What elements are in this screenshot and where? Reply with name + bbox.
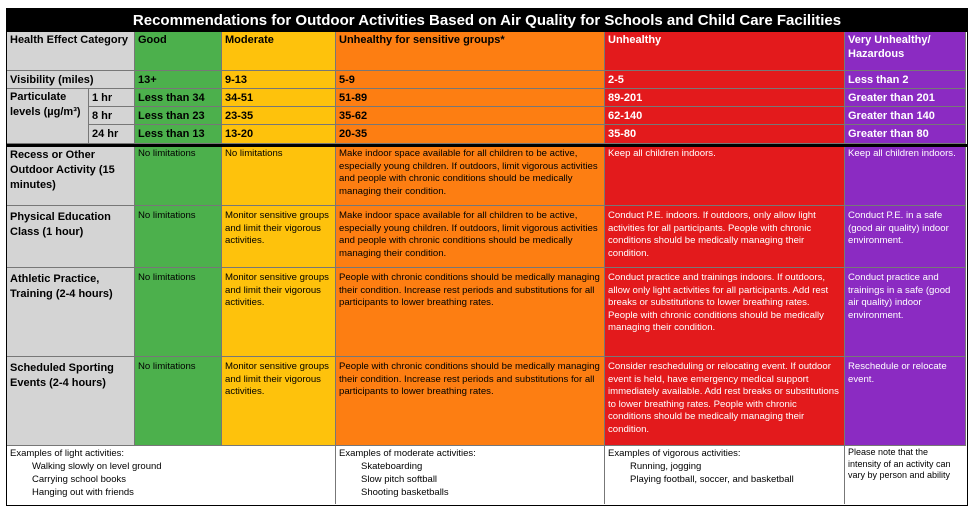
header-category: Health Effect Category [7,32,135,71]
athletic-very-unhealthy: Conduct practice and trainings in a safe (good air quality) indoor environment. [845,268,966,357]
footer-light-item: Carrying school books [32,474,126,485]
pm-8hr-good: Less than 23 [135,107,222,125]
header-unhealthy: Unhealthy [605,32,845,71]
header-usg: Unhealthy for sensitive groups* [336,32,605,71]
footer-vigorous-heading: Examples of vigorous activities: [608,448,741,459]
pm-24hr-unhealthy: 35-80 [605,125,845,144]
footer-moderate-item: Shooting basketballs [361,487,449,498]
activity-pe-label: Physical Education Class (1 hour) [7,206,135,268]
table-title: Recommendations for Outdoor Activities Based on Air Quality for Schools and Child Care Facilities [7,9,967,32]
recess-very-unhealthy: Keep all children indoors. [845,147,966,206]
recess-usg: Make indoor space available for all children to be active, especially young children. If outdoors, limit vigorous activities and people with chronic conditions should be medically managing their condition. [336,147,605,206]
pm-1hr-usg: 51-89 [336,89,605,107]
footer-moderate [336,446,605,504]
sporting-usg: People with chronic conditions should be medically managing their condition. Increase rest periods and substitutions for all participants to lower breathing rates. [336,357,605,446]
recess-moderate: No limitations [222,147,336,206]
footer-light-item: Walking slowly on level ground [32,461,162,472]
sporting-good: No limitations [135,357,222,446]
footer-vigorous-item: Running, jogging [630,461,702,472]
pe-moderate: Monitor sensitive groups and limit their vigorous activities. [222,206,336,268]
period-8hr: 8 hr [89,107,135,125]
footer-vigorous-item: Playing football, soccer, and basketball [630,474,794,485]
period-1hr: 1 hr [89,89,135,107]
activity-recess-label: Recess or Other Outdoor Activity (15 minutes) [7,147,135,206]
visibility-unhealthy: 2-5 [605,71,845,89]
pm-24hr-moderate: 13-20 [222,125,336,144]
footer-moderate-item: Slow pitch softball [361,474,438,485]
footer-moderate-heading: Examples of moderate activities: [339,448,476,459]
pm-8hr-very-unhealthy: Greater than 140 [845,107,966,125]
footer-moderate-item: Skateboarding [361,461,423,472]
pm-1hr-unhealthy: 89-201 [605,89,845,107]
footer-light [7,446,336,504]
sporting-unhealthy: Consider rescheduling or relocating event. If outdoor event is held, have emergency medical support immediately available. Add rest breaks or substitutions to lower breathing rates. People with chronic conditions should be medically managing their condition. [605,357,845,446]
pe-very-unhealthy: Conduct P.E. in a safe (good air quality) indoor environment. [845,206,966,268]
period-24hr: 24 hr [89,125,135,144]
header-moderate: Moderate [222,32,336,71]
sporting-very-unhealthy: Reschedule or relocate event. [845,357,966,446]
visibility-usg: 5-9 [336,71,605,89]
visibility-moderate: 9-13 [222,71,336,89]
pe-good: No limitations [135,206,222,268]
pm-24hr-good: Less than 13 [135,125,222,144]
pm-1hr-very-unhealthy: Greater than 201 [845,89,966,107]
pm-24hr-very-unhealthy: Greater than 80 [845,125,966,144]
footer-vigorous [605,446,845,504]
pe-unhealthy: Conduct P.E. indoors. If outdoors, only allow light activities for all participants. People with chronic conditions should be medically managing their condition. [605,206,845,268]
pe-usg: Make indoor space available for all children to be active, especially young children. If outdoors, limit vigorous activities and people with chronic conditions should be medically managing their condition. [336,206,605,268]
particulate-label: Particulate levels (µg/m³) [7,89,89,144]
pm-8hr-usg: 35-62 [336,107,605,125]
recess-good: No limitations [135,147,222,206]
visibility-good: 13+ [135,71,222,89]
athletic-unhealthy: Conduct practice and trainings indoors. If outdoors, allow only light activities for all participants. Add rest breaks or substitutions to lower breathing rates. People with chronic conditions should be medically managing their condition. [605,268,845,357]
air-quality-table [6,8,968,506]
pm-8hr-unhealthy: 62-140 [605,107,845,125]
pm-24hr-usg: 20-35 [336,125,605,144]
pm-8hr-moderate: 23-35 [222,107,336,125]
visibility-label: Visibility (miles) [7,71,135,89]
visibility-very-unhealthy: Less than 2 [845,71,966,89]
footer-light-item: Hanging out with friends [32,487,134,498]
footer-light-heading: Examples of light activities: [10,448,125,459]
footer-note: Please note that the intensity of an activity can vary by person and ability [845,446,966,504]
athletic-usg: People with chronic conditions should be medically managing their condition. Increase rest periods and substitutions for all participants to lower breathing rates. [336,268,605,357]
activity-sporting-label: Scheduled Sporting Events (2-4 hours) [7,357,135,446]
header-good: Good [135,32,222,71]
activity-athletic-label: Athletic Practice, Training (2-4 hours) [7,268,135,357]
athletic-moderate: Monitor sensitive groups and limit their vigorous activities. [222,268,336,357]
sporting-moderate: Monitor sensitive groups and limit their vigorous activities. [222,357,336,446]
pm-1hr-moderate: 34-51 [222,89,336,107]
header-very-unhealthy: Very Unhealthy/ Hazardous [845,32,966,71]
recess-unhealthy: Keep all children indoors. [605,147,845,206]
pm-1hr-good: Less than 34 [135,89,222,107]
athletic-good: No limitations [135,268,222,357]
